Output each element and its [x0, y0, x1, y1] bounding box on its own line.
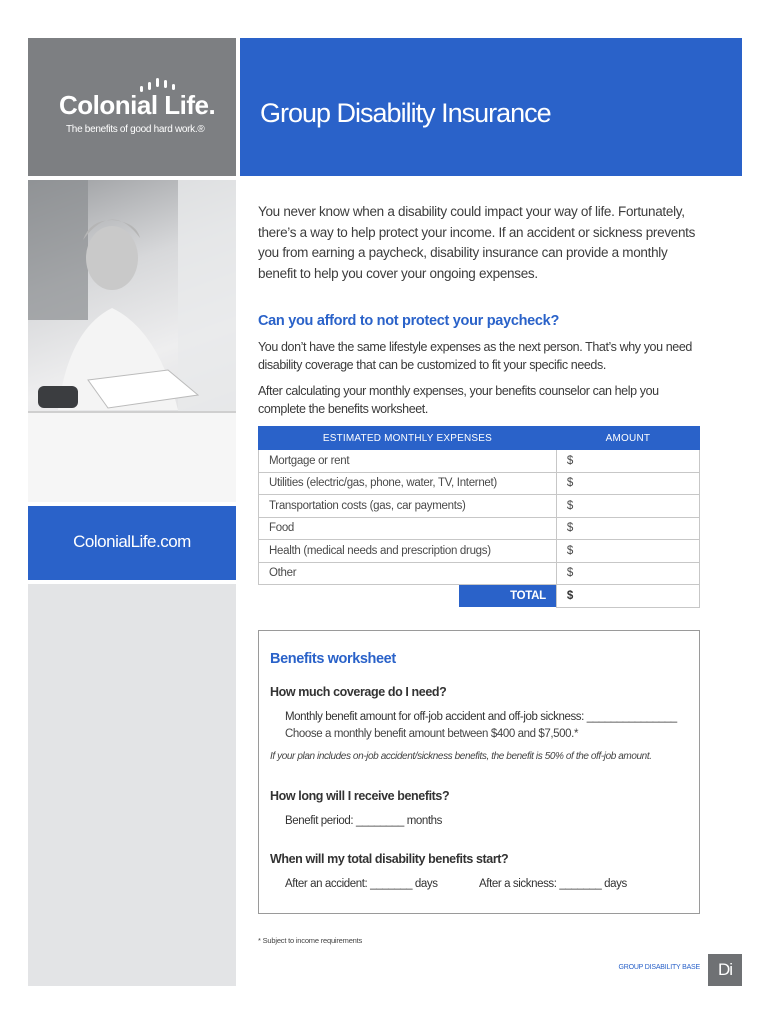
- expense-label: Health (medical needs and prescription drugs): [259, 540, 557, 563]
- coverage-question: How much coverage do I need?: [270, 685, 447, 699]
- benefit-period-field[interactable]: Benefit period: ________ months: [285, 815, 443, 827]
- brand-tagline: The benefits of good hard work.®: [66, 124, 205, 135]
- expense-label: Other: [259, 562, 557, 585]
- worksheet-title: Benefits worksheet: [270, 651, 396, 667]
- expense-label: Transportation costs (gas, car payments): [259, 495, 557, 518]
- accident-days-field[interactable]: After an accident: _______ days: [285, 878, 438, 890]
- expense-amount-field[interactable]: $: [556, 540, 699, 563]
- logo-panel: [28, 38, 236, 176]
- table-row: [259, 495, 700, 518]
- table-header-row: [259, 427, 700, 450]
- expense-amount-field[interactable]: $: [556, 450, 699, 473]
- calculate-paragraph: After calculating your monthly expenses, your benefits counselor can help you complete the benefits worksheet.: [258, 384, 659, 416]
- lifestyle-paragraph: You don’t have the same lifestyle expenses as the next person. That’s why you need disability coverage that can be customized to fit your specific needs.: [258, 340, 692, 372]
- expense-amount-field[interactable]: $: [556, 517, 699, 540]
- product-badge: Di: [708, 954, 742, 986]
- website-panel: [28, 506, 236, 580]
- website-link[interactable]: ColonialLife.com: [73, 532, 191, 551]
- monthly-benefit-field[interactable]: Monthly benefit amount for off-job accident and off-job sickness: _______________: [285, 711, 677, 723]
- total-label: TOTAL: [459, 585, 556, 607]
- title-bar: [240, 38, 742, 176]
- table-row: [259, 472, 700, 495]
- on-job-note: If your plan includes on-job accident/sickness benefits, the benefit is 50% of the off-job amount.: [270, 751, 652, 762]
- woman-writing-photo: [28, 180, 236, 502]
- expense-amount-field[interactable]: $: [556, 562, 699, 585]
- start-question: When will my total disability benefits start?: [270, 852, 509, 866]
- col-expenses-header: ESTIMATED MONTHLY EXPENSES: [259, 427, 557, 450]
- left-sidebar-fill: [28, 584, 236, 986]
- brand-name: Colonial Life.: [59, 90, 216, 120]
- table-row: [259, 450, 700, 473]
- col-amount-header: AMOUNT: [556, 427, 699, 450]
- total-amount-field[interactable]: $: [556, 585, 699, 608]
- expense-label: Mortgage or rent: [259, 450, 557, 473]
- duration-question: How long will I receive benefits?: [270, 789, 450, 803]
- benefit-range-text: Choose a monthly benefit amount between $400 and $7,500.*: [285, 728, 579, 740]
- expense-amount-field[interactable]: $: [556, 472, 699, 495]
- page-title: Group Disability Insurance: [260, 98, 551, 128]
- total-spacer: [259, 585, 557, 608]
- table-row: [259, 562, 700, 585]
- expense-label: Utilities (electric/gas, phone, water, TV, Internet): [259, 472, 557, 495]
- photo-illustration: [28, 180, 236, 502]
- expense-label: Food: [259, 517, 557, 540]
- table-row: [259, 540, 700, 563]
- expense-amount-field[interactable]: $: [556, 495, 699, 518]
- footnote: * Subject to income requirements: [258, 936, 363, 945]
- intro-paragraph: You never know when a disability could impact your way of life. Fortunately, there’s a way to help protect your income. If an accident or sickness prevents you from earning a paycheck, disability insurance can provide a monthly benefit to help you cover your ongoing expenses.: [258, 204, 696, 281]
- sickness-days-field[interactable]: After a sickness: _______ days: [479, 878, 627, 890]
- footer-label: GROUP DISABILITY BASE: [618, 964, 700, 971]
- expense-table: [258, 426, 700, 608]
- table-row: [259, 517, 700, 540]
- afford-heading: Can you afford to not protect your paycheck?: [258, 313, 560, 329]
- benefits-worksheet: [258, 630, 700, 914]
- total-row: [259, 585, 700, 608]
